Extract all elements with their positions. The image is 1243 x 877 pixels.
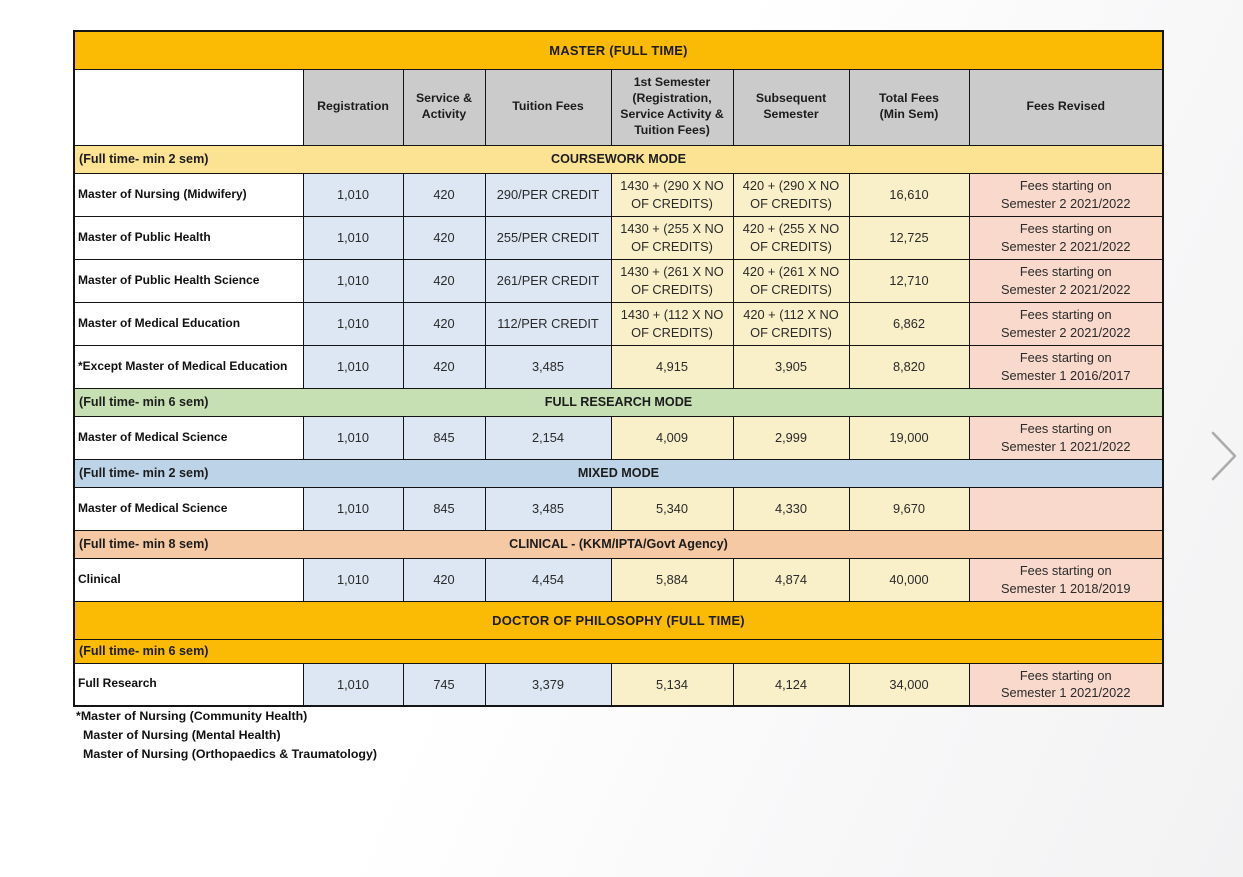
fee-cell: 1,010	[303, 173, 403, 216]
fees-table	[73, 30, 1162, 707]
fee-cell: 19,000	[849, 416, 969, 459]
fee-cell: 3,485	[485, 345, 611, 388]
section-mode-label: COURSEWORK MODE	[550, 152, 687, 166]
fee-cell: 4,330	[733, 487, 849, 530]
section-duration-label: (Full time- min 2 sem)	[79, 466, 209, 480]
fee-cell: 1430 + (261 X NO OF CREDITS)	[611, 259, 733, 302]
fee-cell: 420	[403, 558, 485, 601]
fee-cell: 16,610	[849, 173, 969, 216]
fee-cell: Fees starting on Semester 2 2021/2022	[969, 259, 1163, 302]
fee-cell: 9,670	[849, 487, 969, 530]
fee-cell: 255/PER CREDIT	[485, 216, 611, 259]
program-cell: Master of Medical Science	[74, 416, 303, 459]
fee-cell: 40,000	[849, 558, 969, 601]
fees-table-grid	[73, 30, 1164, 707]
fee-cell: 6,862	[849, 302, 969, 345]
fee-cell: Fees starting on Semester 2 2021/2022	[969, 302, 1163, 345]
section-header	[74, 459, 1163, 487]
program-cell: *Except Master of Medical Education	[74, 345, 303, 388]
fee-cell: 4,915	[611, 345, 733, 388]
fee-cell: 261/PER CREDIT	[485, 259, 611, 302]
fee-cell: 420	[403, 302, 485, 345]
column-header: Subsequent Semester	[733, 69, 849, 145]
fee-cell: 1,010	[303, 487, 403, 530]
fee-cell: 2,999	[733, 416, 849, 459]
fee-cell: 5,340	[611, 487, 733, 530]
column-header: Tuition Fees	[485, 69, 611, 145]
footnote-line: Master of Nursing (Orthopaedics & Traumatology)	[83, 747, 377, 761]
table-row	[74, 558, 1163, 601]
fee-cell: 1,010	[303, 259, 403, 302]
section-mode-label: FULL RESEARCH MODE	[544, 395, 693, 409]
fee-cell: 1,010	[303, 663, 403, 706]
fee-cell: 420	[403, 216, 485, 259]
fee-cell: 420	[403, 173, 485, 216]
section-duration-label: (Full time- min 6 sem)	[79, 395, 209, 409]
fee-cell: Fees starting on Semester 2 2021/2022	[969, 173, 1163, 216]
fee-cell: 420 + (255 X NO OF CREDITS)	[733, 216, 849, 259]
fee-cell: 3,905	[733, 345, 849, 388]
section-duration-label: (Full time- min 6 sem)	[79, 644, 209, 658]
fee-cell	[969, 487, 1163, 530]
fee-cell: 5,884	[611, 558, 733, 601]
program-cell: Master of Nursing (Midwifery)	[74, 173, 303, 216]
fee-cell: 420 + (290 X NO OF CREDITS)	[733, 173, 849, 216]
column-header: 1st Semester (Registration, Service Activity & Tuition Fees)	[611, 69, 733, 145]
next-chevron-icon[interactable]	[1207, 426, 1241, 486]
fee-cell: 745	[403, 663, 485, 706]
section-header	[74, 388, 1163, 416]
fee-cell: 3,485	[485, 487, 611, 530]
table-row	[74, 302, 1163, 345]
fee-cell: Fees starting on Semester 1 2021/2022	[969, 416, 1163, 459]
section-mode-label: MIXED MODE	[577, 466, 660, 480]
table-row	[74, 663, 1163, 706]
fee-cell: 12,710	[849, 259, 969, 302]
table-row	[74, 345, 1163, 388]
column-header	[74, 69, 303, 145]
fee-cell: Fees starting on Semester 1 2021/2022	[969, 663, 1163, 706]
section-mode-label: CLINICAL - (KKM/IPTA/Govt Agency)	[509, 537, 728, 551]
fee-cell: 1,010	[303, 302, 403, 345]
phd-title: DOCTOR OF PHILOSOPHY (FULL TIME)	[74, 601, 1163, 639]
section-header	[74, 145, 1163, 173]
column-header: Fees Revised	[969, 69, 1163, 145]
fee-cell: 845	[403, 416, 485, 459]
program-cell: Full Research	[74, 663, 303, 706]
program-cell: Clinical	[74, 558, 303, 601]
fee-cell: 34,000	[849, 663, 969, 706]
footnote-line: Master of Nursing (Mental Health)	[83, 728, 281, 742]
section-duration-label: (Full time- min 8 sem)	[79, 537, 209, 551]
table-row	[74, 487, 1163, 530]
fee-cell: 2,154	[485, 416, 611, 459]
footnote-line: *Master of Nursing (Community Health)	[76, 709, 308, 723]
column-header: Total Fees (Min Sem)	[849, 69, 969, 145]
column-header: Service & Activity	[403, 69, 485, 145]
fee-cell: 1430 + (290 X NO OF CREDITS)	[611, 173, 733, 216]
program-cell: Master of Medical Science	[74, 487, 303, 530]
column-header: Registration	[303, 69, 403, 145]
fee-cell: 1430 + (112 X NO OF CREDITS)	[611, 302, 733, 345]
program-cell: Master of Medical Education	[74, 302, 303, 345]
footnotes	[76, 707, 377, 764]
section-header	[74, 530, 1163, 558]
fee-cell: 1,010	[303, 216, 403, 259]
fee-cell: 12,725	[849, 216, 969, 259]
table-row	[74, 173, 1163, 216]
fee-cell: 112/PER CREDIT	[485, 302, 611, 345]
fee-cell: 845	[403, 487, 485, 530]
fee-cell: 4,124	[733, 663, 849, 706]
program-cell: Master of Public Health	[74, 216, 303, 259]
table-row	[74, 259, 1163, 302]
fee-cell: 1,010	[303, 558, 403, 601]
section-header	[74, 639, 1163, 663]
table-row	[74, 216, 1163, 259]
fee-cell: 3,379	[485, 663, 611, 706]
fee-cell: 1,010	[303, 416, 403, 459]
table-row	[74, 416, 1163, 459]
fee-cell: 1430 + (255 X NO OF CREDITS)	[611, 216, 733, 259]
fee-cell: Fees starting on Semester 1 2018/2019	[969, 558, 1163, 601]
fee-cell: 420	[403, 259, 485, 302]
fee-cell: Fees starting on Semester 2 2021/2022	[969, 216, 1163, 259]
section-duration-label: (Full time- min 2 sem)	[79, 152, 209, 166]
table-title: MASTER (FULL TIME)	[74, 31, 1163, 69]
fee-cell: 4,009	[611, 416, 733, 459]
fee-cell: 420 + (261 X NO OF CREDITS)	[733, 259, 849, 302]
fee-cell: 290/PER CREDIT	[485, 173, 611, 216]
fee-cell: 1,010	[303, 345, 403, 388]
fee-cell: 4,454	[485, 558, 611, 601]
fee-cell: 5,134	[611, 663, 733, 706]
fee-cell: 420	[403, 345, 485, 388]
fee-cell: Fees starting on Semester 1 2016/2017	[969, 345, 1163, 388]
fee-cell: 8,820	[849, 345, 969, 388]
fee-cell: 4,874	[733, 558, 849, 601]
fee-cell: 420 + (112 X NO OF CREDITS)	[733, 302, 849, 345]
program-cell: Master of Public Health Science	[74, 259, 303, 302]
